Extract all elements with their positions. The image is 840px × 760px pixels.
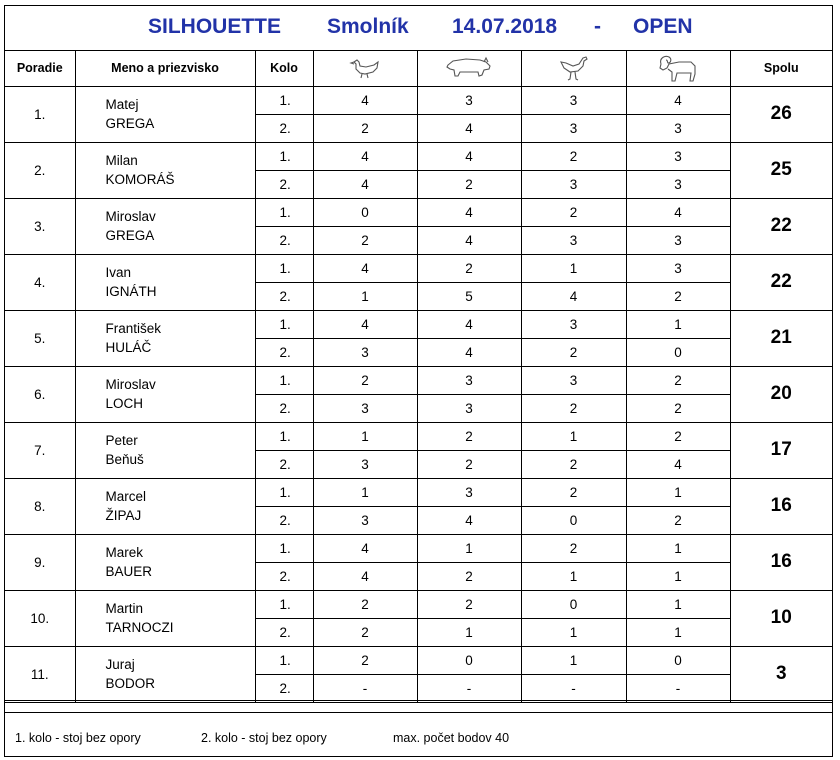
score-cell: 3 [626,142,730,170]
last-name: ŽIPAJ [105,508,142,523]
competitor-name-cell [75,254,255,310]
competition-place: Smolník [327,15,409,38]
rank-cell: 2. [5,142,75,198]
first-name: Peter [105,433,138,448]
first-name: Miroslav [105,377,156,392]
header-target-3 [521,50,626,86]
score-cell: 1 [521,646,626,674]
score-cell: 4 [417,338,521,366]
first-name: Milan [105,153,138,168]
score-cell: 3 [417,366,521,394]
round-label: 1. [255,590,313,618]
score-cell: 2 [313,590,417,618]
score-cell: 1 [626,534,730,562]
score-cell: 4 [626,198,730,226]
footer-notes [5,712,832,757]
result-row [5,646,832,674]
ram-icon [655,52,701,84]
score-cell: 5 [417,282,521,310]
rank-cell: 7. [5,422,75,478]
score-cell: 3 [417,478,521,506]
score-cell: 3 [417,86,521,114]
score-cell: 2 [521,394,626,422]
score-cell: 4 [313,142,417,170]
score-cell: 2 [313,114,417,142]
score-cell: 0 [521,590,626,618]
score-cell: 1 [626,478,730,506]
score-cell: 3 [521,170,626,198]
result-row [5,310,832,338]
score-cell: 2 [521,338,626,366]
score-cell: 3 [626,226,730,254]
round-label: 1. [255,422,313,450]
title-bar [5,6,832,51]
score-cell: 1 [521,562,626,590]
first-name: Martin [105,601,144,616]
total-cell: 10 [730,590,832,646]
result-row [5,534,832,562]
last-name: HULÁČ [105,340,152,355]
score-cell: 3 [626,114,730,142]
rank-cell: 10. [5,590,75,646]
first-name: Marcel [105,489,147,504]
score-cell: 2 [521,450,626,478]
score-cell: 4 [313,170,417,198]
results-table [5,50,832,703]
score-cell: 0 [626,338,730,366]
score-cell: 1 [626,590,730,618]
score-cell: 4 [626,450,730,478]
score-cell: 2 [626,394,730,422]
round-label: 1. [255,254,313,282]
score-cell: 4 [313,254,417,282]
round-label: 2. [255,450,313,478]
header-round: Kolo [255,50,313,86]
score-cell: 1 [417,534,521,562]
score-cell: 1 [626,618,730,646]
round-label: 1. [255,534,313,562]
score-cell: 4 [417,310,521,338]
last-name: GREGA [105,228,155,243]
total-cell: 21 [730,310,832,366]
total-cell: 3 [730,646,832,702]
round-label: 1. [255,310,313,338]
pig-icon [444,55,494,81]
score-cell: 2 [417,450,521,478]
score-cell: 4 [521,282,626,310]
score-cell: 2 [626,422,730,450]
score-cell: 1 [417,618,521,646]
last-name: KOMORÁŠ [105,172,175,187]
header-row [5,50,832,86]
result-row [5,86,832,114]
score-cell: 4 [313,562,417,590]
turkey-icon [556,54,592,82]
header-target-2 [417,50,521,86]
competitor-name-cell [75,646,255,702]
score-cell: 3 [313,338,417,366]
first-name: Matej [105,97,139,112]
score-cell: 1 [313,282,417,310]
score-cell: 3 [313,506,417,534]
note-round-1: 1. kolo - stoj bez opory [15,731,141,745]
competition-name: SILHOUETTE [148,15,282,38]
rank-cell: 11. [5,646,75,702]
score-cell: 3 [521,310,626,338]
score-cell: 0 [417,646,521,674]
first-name: Ivan [105,265,132,280]
score-cell: 3 [626,254,730,282]
round-label: 1. [255,142,313,170]
competition-category: OPEN [633,15,693,38]
score-cell: 2 [626,282,730,310]
score-cell: 1 [521,422,626,450]
score-cell: 3 [521,114,626,142]
score-cell: 2 [521,142,626,170]
total-cell: 20 [730,366,832,422]
round-label: 2. [255,338,313,366]
result-row [5,478,832,506]
competitor-name-cell [75,142,255,198]
competitor-name-cell [75,422,255,478]
round-label: 2. [255,394,313,422]
title-dash: - [594,15,601,38]
score-cell: 3 [417,394,521,422]
score-cell: 2 [626,366,730,394]
score-cell: - [626,674,730,702]
round-label: 2. [255,226,313,254]
score-cell: 4 [313,310,417,338]
last-name: LOCH [105,396,144,411]
last-name: IGNÁTH [105,284,157,299]
last-name: BAUER [105,564,153,579]
header-target-4 [626,50,730,86]
header-target-1 [313,50,417,86]
round-label: 2. [255,170,313,198]
note-round-2: 2. kolo - stoj bez opory [201,731,327,745]
competitor-name-cell [75,590,255,646]
round-label: 2. [255,114,313,142]
score-cell: 4 [417,198,521,226]
result-row [5,590,832,618]
competitor-name-cell [75,478,255,534]
score-cell: 4 [313,534,417,562]
score-cell: 3 [626,170,730,198]
score-cell: 2 [417,590,521,618]
last-name: Beňuš [105,452,144,467]
results-sheet [4,5,833,757]
score-cell: 3 [521,226,626,254]
score-cell: 2 [626,506,730,534]
round-label: 2. [255,506,313,534]
round-label: 2. [255,674,313,702]
score-cell: 3 [313,450,417,478]
rank-cell: 5. [5,310,75,366]
score-cell: - [417,674,521,702]
score-cell: 4 [417,506,521,534]
competition-date: 14.07.2018 [452,15,558,38]
score-cell: 2 [313,366,417,394]
competitor-name-cell [75,366,255,422]
note-max-points: max. počet bodov 40 [393,731,510,745]
first-name: Juraj [105,657,135,672]
score-cell: 2 [417,562,521,590]
score-cell: 1 [521,254,626,282]
total-cell: 22 [730,254,832,310]
rank-cell: 9. [5,534,75,590]
round-label: 1. [255,366,313,394]
score-cell: 4 [417,226,521,254]
result-row [5,366,832,394]
result-row [5,142,832,170]
score-cell: - [313,674,417,702]
score-cell: 3 [313,394,417,422]
score-cell: 2 [521,534,626,562]
score-cell: 4 [626,86,730,114]
score-cell: 2 [313,226,417,254]
score-cell: 2 [417,254,521,282]
round-label: 2. [255,282,313,310]
round-label: 1. [255,86,313,114]
total-cell: 25 [730,142,832,198]
chicken-icon [348,56,382,80]
score-cell: 2 [521,198,626,226]
score-cell: 1 [313,422,417,450]
score-cell: - [521,674,626,702]
last-name: GREGA [105,116,155,131]
score-cell: 2 [313,618,417,646]
round-label: 1. [255,478,313,506]
score-cell: 4 [313,86,417,114]
score-cell: 4 [417,142,521,170]
score-cell: 1 [521,618,626,646]
first-name: Miroslav [105,209,156,224]
score-cell: 1 [313,478,417,506]
score-cell: 3 [521,86,626,114]
total-cell: 17 [730,422,832,478]
score-cell: 1 [626,310,730,338]
header-total: Spolu [730,50,832,86]
round-label: 1. [255,198,313,226]
result-row [5,422,832,450]
rank-cell: 8. [5,478,75,534]
rank-cell: 1. [5,86,75,142]
last-name: BODOR [105,676,156,691]
score-cell: 0 [626,646,730,674]
competitor-name-cell [75,86,255,142]
score-cell: 2 [521,478,626,506]
score-cell: 2 [417,170,521,198]
first-name: Marek [105,545,144,560]
competitor-name-cell [75,534,255,590]
rank-cell: 3. [5,198,75,254]
result-row [5,254,832,282]
competitor-name-cell [75,198,255,254]
score-cell: 0 [521,506,626,534]
score-cell: 0 [313,198,417,226]
total-cell: 16 [730,534,832,590]
total-cell: 26 [730,86,832,142]
result-row [5,198,832,226]
last-name: TARNOCZI [105,620,174,635]
rank-cell: 6. [5,366,75,422]
round-label: 2. [255,618,313,646]
total-cell: 16 [730,478,832,534]
score-cell: 2 [313,646,417,674]
round-label: 1. [255,646,313,674]
total-cell: 22 [730,198,832,254]
score-cell: 1 [626,562,730,590]
competitor-name-cell [75,310,255,366]
header-name: Meno a priezvisko [75,50,255,86]
score-cell: 3 [521,366,626,394]
rank-cell: 4. [5,254,75,310]
first-name: František [105,321,162,336]
header-rank: Poradie [5,50,75,86]
score-cell: 2 [417,422,521,450]
round-label: 2. [255,562,313,590]
score-cell: 4 [417,114,521,142]
